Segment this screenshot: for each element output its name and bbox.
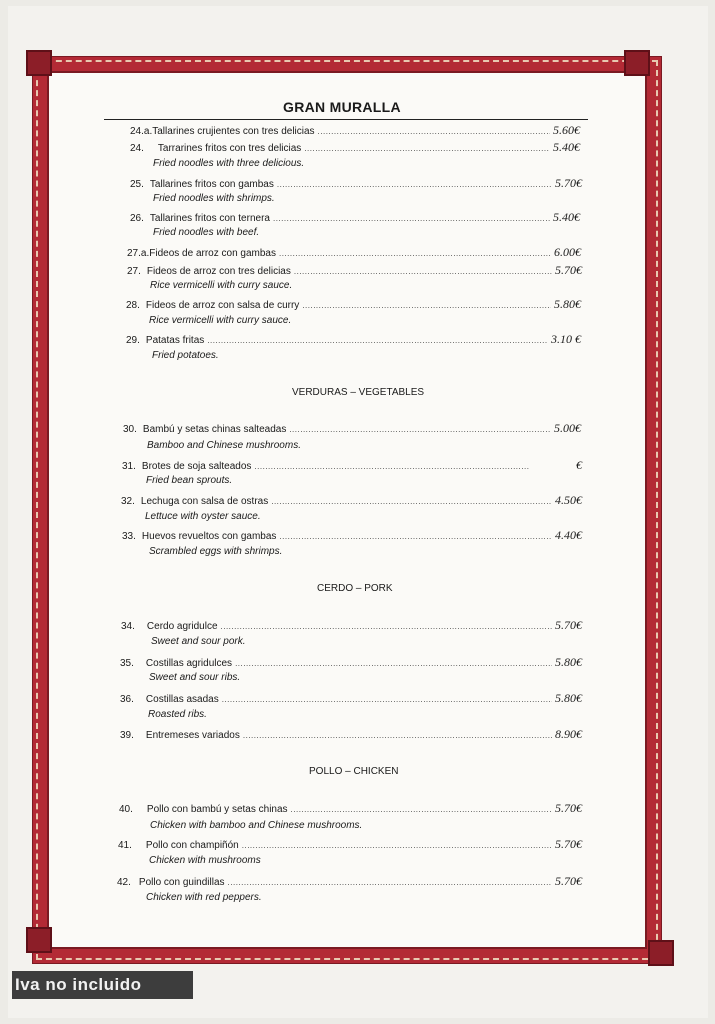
corner-ornament-icon <box>648 940 674 966</box>
leader-dots <box>222 695 552 704</box>
item-number: 24.a. <box>130 126 153 137</box>
item-number: 26. <box>130 213 144 224</box>
menu-item <box>127 245 581 260</box>
item-name: Pollo con bambú y setas chinas <box>146 804 288 815</box>
item-number: 27.a. <box>127 248 150 259</box>
leader-dots <box>318 127 550 136</box>
item-name: Cerdo agridulce <box>146 621 218 632</box>
item-description: Fried noodles with shrimps. <box>153 193 275 204</box>
item-name: Lechuga con salsa de ostras <box>140 496 269 507</box>
menu-item <box>126 297 581 312</box>
item-description: Chicken with red peppers. <box>146 892 262 903</box>
item-description: Fried noodles with beef. <box>153 227 260 238</box>
menu-item <box>118 837 582 852</box>
leader-dots <box>304 144 550 153</box>
menu-item <box>119 801 582 816</box>
menu-title: GRAN MURALLA <box>283 99 401 115</box>
menu-item <box>120 655 582 670</box>
item-description: Roasted ribs. <box>148 709 207 720</box>
section-heading-vegetables: VERDURAS – VEGETABLES <box>292 387 425 398</box>
item-number: 40. <box>119 804 133 815</box>
section-heading-pork: CERDO – PORK <box>317 583 393 594</box>
item-description: Chicken with bamboo and Chinese mushrooms. <box>150 820 363 831</box>
item-description: Fried bean sprouts. <box>146 475 233 486</box>
item-name: Tarrarines fritos con tres delicias <box>157 143 302 154</box>
item-name: Tallarines fritos con gambas <box>149 179 274 190</box>
item-price: 3.10 € <box>551 332 581 346</box>
item-number: 28. <box>126 300 140 311</box>
menu-item <box>130 140 580 155</box>
item-number: 32. <box>121 496 135 507</box>
item-number: 25. <box>130 179 144 190</box>
item-name: Pollo con guindillas <box>138 877 225 888</box>
menu-item <box>117 874 582 889</box>
leader-dots <box>277 180 552 189</box>
item-name: Fideos de arroz con gambas <box>149 248 276 259</box>
item-price: 6.00€ <box>554 245 581 259</box>
menu-item <box>130 176 582 191</box>
item-name: Fideos de arroz con tres delicias <box>146 266 291 277</box>
item-name: Costillas agridulces <box>145 658 233 669</box>
item-number: 34. <box>121 621 135 632</box>
item-number: 24. <box>130 143 144 154</box>
menu-item <box>126 332 581 347</box>
item-price: 4.40€ <box>555 528 582 542</box>
leader-dots <box>294 267 552 276</box>
item-description: Rice vermicelli with curry sauce. <box>150 280 293 291</box>
tax-note-stamp: Iva no incluido <box>12 971 193 999</box>
menu-item <box>121 493 582 508</box>
menu-item <box>120 691 582 706</box>
menu-item <box>130 123 580 138</box>
leader-dots <box>235 659 552 668</box>
leader-dots <box>279 249 551 258</box>
menu-item <box>121 618 582 633</box>
item-price: 5.70€ <box>555 874 582 888</box>
item-price: 4.50€ <box>555 493 582 507</box>
menu-item <box>130 210 580 225</box>
item-name: Huevos revueltos con gambas <box>141 531 277 542</box>
leader-dots <box>254 462 529 471</box>
title-divider <box>104 119 588 120</box>
item-price: 5.70€ <box>555 801 582 815</box>
item-description: Lettuce with oyster sauce. <box>145 511 261 522</box>
item-price: 5.70€ <box>555 618 582 632</box>
item-number: 42. <box>117 877 131 888</box>
item-price: 8.90€ <box>555 727 582 741</box>
item-price: 5.70€ <box>555 176 582 190</box>
corner-ornament-icon <box>26 927 52 953</box>
leader-dots <box>243 731 552 740</box>
item-number: 36. <box>120 694 134 705</box>
leader-dots <box>221 622 552 631</box>
item-description: Sweet and sour ribs. <box>149 672 241 683</box>
item-price: 5.70€ <box>555 837 582 851</box>
leader-dots <box>302 301 551 310</box>
item-price: 5.80€ <box>555 655 582 669</box>
item-description: Fried potatoes. <box>152 350 219 361</box>
menu-item <box>122 528 582 543</box>
leader-dots <box>273 214 550 223</box>
menu-item <box>123 421 581 436</box>
menu-item <box>127 263 582 278</box>
menu-item <box>120 727 582 742</box>
corner-ornament-icon <box>624 50 650 76</box>
item-name: Fideos de arroz con salsa de curry <box>145 300 300 311</box>
leader-dots <box>228 878 552 887</box>
item-number: 39. <box>120 730 134 741</box>
leader-dots <box>291 805 552 814</box>
item-number: 41. <box>118 840 132 851</box>
item-price: 5.70€ <box>555 263 582 277</box>
item-price: 5.00€ <box>554 421 581 435</box>
item-price: 5.40€ <box>553 210 580 224</box>
item-description: Scrambled eggs with shrimps. <box>149 546 283 557</box>
item-name: Entremeses variados <box>145 730 240 741</box>
item-number: 35. <box>120 658 134 669</box>
item-number: 33. <box>122 531 136 542</box>
item-number: 27. <box>127 266 141 277</box>
item-description: Fried noodles with three delicious. <box>153 158 305 169</box>
item-number: 29. <box>126 335 140 346</box>
item-description: Sweet and sour pork. <box>151 636 246 647</box>
item-price: 5.60€ <box>553 123 580 137</box>
item-price: 5.40€ <box>553 140 580 154</box>
item-name: Bambú y setas chinas salteadas <box>142 424 287 435</box>
item-number: 31. <box>122 461 136 472</box>
item-price: 5.80€ <box>555 691 582 705</box>
item-name: Tallarines fritos con ternera <box>149 213 270 224</box>
leader-dots <box>271 497 552 506</box>
leader-dots <box>279 532 552 541</box>
menu-item <box>122 458 582 473</box>
item-name: Pollo con champiñón <box>145 840 239 851</box>
item-price: 5.80€ <box>554 297 581 311</box>
leader-dots <box>207 336 548 345</box>
leader-dots <box>242 841 552 850</box>
item-name: Patatas fritas <box>145 335 205 346</box>
item-description: Bamboo and Chinese mushrooms. <box>147 440 301 451</box>
item-name: Brotes de soja salteados <box>141 461 252 472</box>
item-description: Rice vermicelli with curry sauce. <box>149 315 292 326</box>
leader-dots <box>289 425 551 434</box>
item-price: € <box>576 458 582 472</box>
item-number: 30. <box>123 424 137 435</box>
corner-ornament-icon <box>26 50 52 76</box>
item-name: Costillas asadas <box>145 694 219 705</box>
item-description: Chicken with mushrooms <box>149 855 261 866</box>
item-name: Tallarines crujientes con tres delicias <box>152 126 315 137</box>
section-heading-chicken: POLLO – CHICKEN <box>309 766 399 777</box>
